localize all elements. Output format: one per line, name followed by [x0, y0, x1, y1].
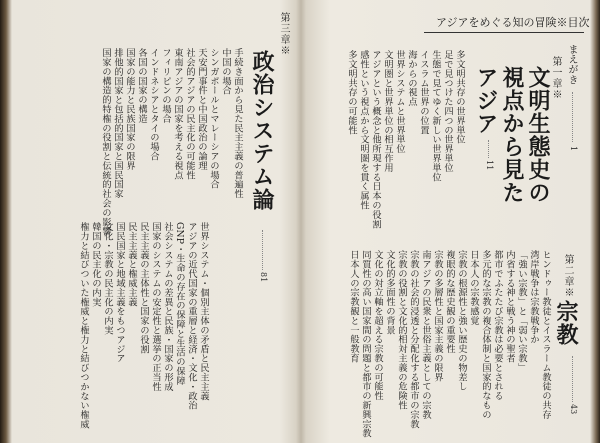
preface-label: まえがき — [566, 44, 577, 85]
chapter2-item: ヒンドゥー教徒とイスラーム教徒の共存 — [540, 250, 551, 420]
chapter3-label: 第三章※ — [278, 12, 289, 56]
chapter1-item: 足で見つけた四つの世界単位 — [442, 50, 453, 173]
chapter3-item: 東南アジアの国家を考える視点 — [172, 48, 183, 180]
chapter2-item: 日本人の宗教感覚 — [468, 250, 479, 326]
chapter1-title-line: 文明生態史の — [525, 66, 551, 204]
chapter1-title-line: 視点から見た — [499, 66, 525, 204]
chapter2-item: 同質性の高い国家間の問題と都市の新興宗教 — [360, 250, 371, 438]
chapter3-item: フィリピンの場合 — [160, 48, 171, 124]
chapter3-item: GNP・生命の存在の保障と生活の保障 — [174, 222, 185, 386]
right-page — [304, 0, 594, 443]
chapter2-label: 第二章※ — [562, 254, 573, 298]
chapter2-page-number: 43 — [569, 404, 578, 415]
chapter3-item: 排他的国家と包括的国家と国民国家 — [112, 48, 123, 199]
chapter3-item: 民主主義の主体性と国家の役割 — [138, 222, 149, 354]
chapter2-item: 宗教の社会的浸透と分配化する都市の宗教 — [408, 250, 419, 429]
chapter1-item: 世界システムと世界単位 — [394, 50, 405, 154]
left-page — [10, 0, 298, 443]
chapter2-title: 宗教 — [553, 300, 579, 346]
chapter2-item: 宗教の役割と文化的相対主義の危険性 — [396, 250, 407, 410]
chapter1-item: 多文明共存の世界単位 — [454, 50, 465, 144]
chapter2-item: 複眼的な歴史観の重要性 — [444, 250, 455, 354]
chapter1-item: アジアという概念と他所現する日本の役割 — [370, 50, 381, 229]
chapter3-item: 権力と結びついた権威と権力と結びつかない権威 — [78, 222, 89, 429]
chapter2-item: 文化の対立軸を超える宗教の可能性 — [372, 250, 383, 401]
chapter3-page-number: 81 — [259, 272, 268, 283]
chapter3-item: インドネシアとタイの場合 — [148, 48, 159, 161]
chapter2-item: 都市でふたたび宗教は必要とされる — [492, 250, 503, 401]
chapter1-item: 多文明共存の可能性 — [346, 50, 357, 135]
header-rule — [424, 32, 584, 33]
chapter1-item: 生態で見てゆく新しい世界単位 — [430, 50, 441, 182]
chapter3-item: 手続き面から見た民主主義の普遍性 — [232, 48, 243, 199]
chapter1-label: 第一章※ — [550, 56, 561, 100]
chapter2-item: 宗教の根源性と強い歴史の物差し — [456, 250, 467, 391]
chapter2-item: 湾岸戦争は宗教戦争か — [528, 250, 539, 344]
chapter3-item: シンガポールとマレーシアの場合 — [208, 48, 219, 189]
chapter1-item: 感性という視点から文明圏を貫く属性 — [358, 50, 369, 210]
chapter2-leader — [572, 356, 573, 402]
chapter3-item: 国家のシステムの安定性と選挙の正当性 — [150, 222, 161, 392]
chapter3-item: 民主主義と権威主義 — [126, 222, 137, 307]
chapter3-item: 社会的アジアの民主化の可能性 — [184, 48, 195, 180]
chapter1-item: イスラム世界の位置 — [418, 50, 429, 135]
chapter3-leader — [262, 230, 263, 270]
chapter1-item: 海からの視点 — [406, 50, 417, 107]
chapter2-item: 文化的多面性の背景 — [384, 250, 395, 335]
chapter2-item: 多元的な宗教の複合体制と国家的なもの — [480, 250, 491, 420]
chapter2-item: 内省する神と戦う神の聖者 — [504, 250, 515, 363]
chapter3-title: 政治システム論 — [249, 50, 275, 211]
chapter1-leader — [488, 140, 489, 158]
chapter3-item: 文化・宗教の民主化の内実 — [102, 222, 113, 335]
chapter1-page-number: 11 — [485, 160, 494, 171]
chapter3-item: 社会システムの差異と民族・国家の形成 — [162, 222, 173, 392]
chapter3-item: アジアの近代国家の重層と経済・文化・政治 — [186, 222, 197, 410]
chapter1-item: 文明圏と世界単位の相互作用 — [382, 50, 393, 173]
chapter2-item: 「強い宗教」と「弱い宗教」 — [516, 250, 527, 373]
chapter3-item: 中国の場合 — [220, 48, 231, 95]
chapter3-item: 天安門事件と中国政治の論理 — [196, 48, 207, 171]
chapter3-item: 国家の構造的特権の役割と伝統的社会の影響 — [100, 48, 111, 236]
chapter3-item: 世界システム・個別主体の矛盾と民主主義 — [198, 222, 209, 401]
chapter3-item: 韓国の民主化の内実 — [90, 222, 101, 307]
chapter3-item: 国家の能力と民族国家の限界 — [124, 48, 135, 171]
chapter3-item: 国民国家と地域主義をもつアジア — [114, 222, 125, 363]
preface-leader — [572, 92, 573, 142]
running-header: アジアをめぐる知の冒険※目次 — [436, 16, 590, 29]
chapter3-item: 各国の国家の構造 — [136, 48, 147, 124]
chapter1-title-line: アジア — [473, 66, 499, 135]
chapter2-item: 南アジアの民衆と世俗主義としての宗教 — [420, 250, 431, 420]
chapter2-item: 宗教の多層性と国家主義の限界 — [432, 250, 443, 382]
preface-page-number: 1 — [569, 146, 578, 152]
chapter2-item: 日本人の宗教観と一般教育 — [348, 250, 359, 363]
